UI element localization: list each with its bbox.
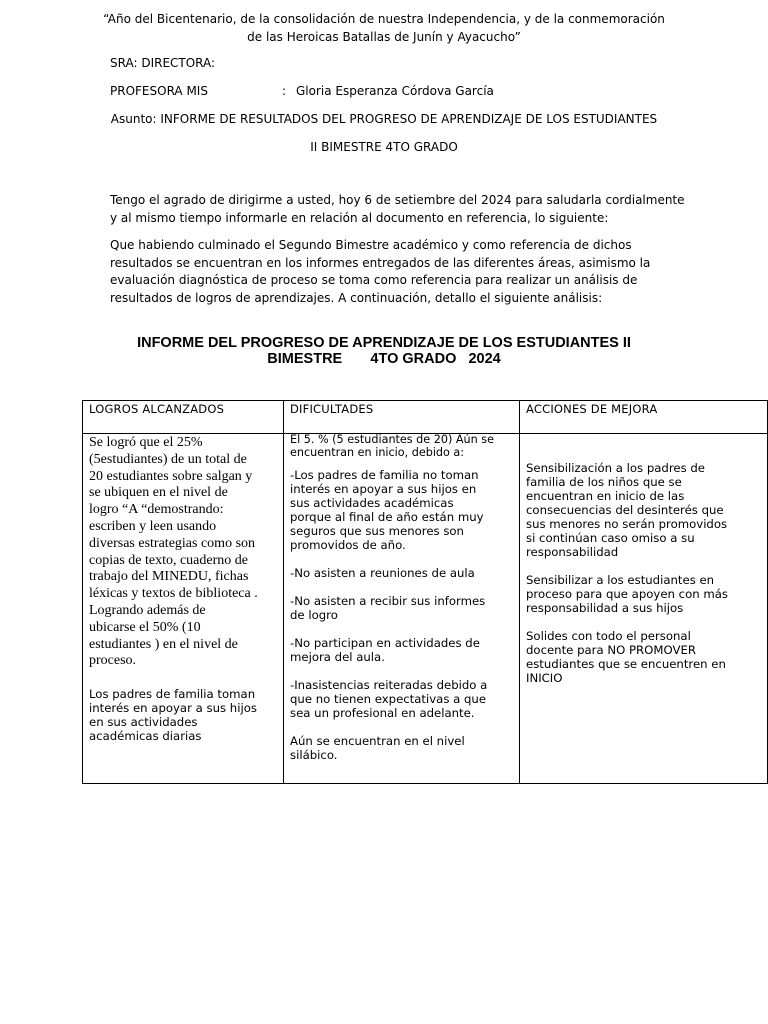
dificultades-item-3 (284, 594, 519, 622)
teacher-separator: : (282, 84, 287, 98)
text-line: Logrando además de (89, 602, 206, 618)
subject-line-1: Asunto: INFORME DE RESULTADOS DEL PROGRESO DE APRENDIZAJE DE LOS ESTUDIANTES (110, 112, 658, 126)
text-line: promovidos de año. (290, 538, 406, 552)
recipient-line: SRA: DIRECTORA: (110, 56, 216, 70)
text-line: Tengo el agrado de dirigirme a usted, hoy 6 de setiembre del 2024 para saludarla cordialmente (110, 193, 685, 207)
report-title-line-1: INFORME DEL PROGRESO DE APRENDIZAJE DE LOS ESTUDIANTES II (137, 335, 631, 351)
text-line: trabajo del MINEDU, fichas (89, 569, 249, 585)
text-line: ubicarse el 50% (10 (89, 619, 201, 635)
text-line: interés en apoyar a sus hijos en (290, 482, 477, 496)
text-line: interés en apoyar a sus hijos (89, 701, 257, 716)
dificultades-item-4 (284, 636, 519, 664)
text-line: consecuencias del desinterés que (526, 503, 724, 517)
text-line: responsabilidad a sus hijos (526, 601, 684, 615)
header-logros: LOGROS ALCANZADOS (83, 401, 284, 434)
text-line: escriben y leen usando (89, 518, 217, 534)
text-line: -Inasistencias reiteradas debido a (290, 678, 488, 692)
progress-table (82, 400, 768, 784)
text-line: resultados de logros de aprendizajes. A continuación, detallo el siguiente análisis: (110, 290, 603, 305)
text-line: porque al final de año están muy (290, 510, 484, 524)
text-line: -Los padres de familia no toman (290, 468, 479, 482)
text-line: Solides con todo el personal (526, 629, 691, 643)
text-line: encuentran en inicio de las (526, 489, 685, 503)
text-line: (5estudiantes) de un total de (89, 451, 247, 467)
context-paragraph (110, 237, 670, 307)
text-line: si continúan caso omiso a su (526, 531, 695, 545)
text-line: léxicas y textos de biblioteca . (89, 586, 258, 602)
table-header-row (83, 401, 768, 434)
text-line: Sensibilización a los padres de (526, 461, 705, 475)
text-line: se ubiquen en el nivel de (89, 485, 228, 501)
text-line: estudiantes que se encuentren en (526, 657, 726, 671)
header-acciones: ACCIONES DE MEJORA (520, 401, 768, 434)
text-line: El 5. % (5 estudiantes de 20) Aún se (290, 433, 494, 446)
text-line: y al mismo tiempo informarle en relación al documento en referencia, lo siguiente: (110, 210, 609, 225)
text-line: encuentran en inicio, debido a: (290, 445, 465, 459)
text-line: Se logró que el 25% (89, 435, 203, 450)
text-line: sus menores no serán promovidos (526, 517, 728, 531)
text-line: sus actividades académicas (290, 496, 454, 510)
text-line: mejora del aula. (290, 650, 385, 664)
text-line: Los padres de familia toman (89, 687, 256, 702)
logros-achievement-text (83, 434, 283, 670)
text-line: docente para NO PROMOVER (526, 643, 696, 657)
text-line: Aún se encuentran en el nivel (290, 734, 465, 748)
text-line: Sensibilizar a los estudiantes en (526, 573, 715, 587)
table-row (83, 434, 768, 784)
text-line: estudiantes ) en el nivel de (89, 636, 238, 652)
cell-acciones (520, 434, 768, 784)
acciones-item-3 (520, 629, 767, 685)
dificultades-item-6 (284, 734, 519, 762)
text-line: responsabilidad (526, 545, 619, 559)
teacher-label: PROFESORA MIS (110, 84, 208, 98)
text-line: INICIO (526, 671, 563, 685)
text-line: evaluación diagnóstica de proceso se toma como referencia para realizar un análisis de (110, 273, 638, 287)
dificultades-item-5 (284, 678, 519, 720)
text-line: de logro (290, 608, 338, 622)
cell-logros (83, 434, 284, 784)
text-line: seguros que sus menores son (290, 524, 464, 538)
teacher-name: Gloria Esperanza Córdova García (296, 84, 494, 98)
text-line: -No participan en actividades de (290, 636, 480, 650)
dificultades-intro (284, 434, 519, 459)
text-line: sea un profesional en adelante. (290, 706, 475, 720)
text-line: 20 estudiantes sobre salgan y (89, 468, 253, 484)
text-line: -No asisten a reuniones de aula (290, 566, 475, 580)
text-line: logro “A “demostrando: (89, 502, 224, 518)
text-line: -No asisten a recibir sus informes (290, 594, 486, 608)
intro-paragraph (110, 192, 685, 227)
subject-line-2: II BIMESTRE 4TO GRADO (310, 140, 458, 154)
text-line: académicas diarias (89, 729, 202, 744)
dificultades-item-1 (284, 468, 519, 552)
acciones-item-1 (520, 461, 767, 559)
dificultades-item-2 (284, 566, 519, 580)
motto-line-1: “Año del Bicentenario, de la consolidación de nuestra Independencia, y de la conmemoración (103, 12, 665, 26)
logros-parents-text (83, 687, 283, 743)
acciones-item-2 (520, 573, 767, 615)
text-line: proceso. (89, 653, 137, 669)
text-line: Que habiendo culminado el Segundo Bimestre académico y como referencia de dichos (110, 238, 632, 252)
header-dificultades: DIFICULTADES (284, 401, 520, 434)
text-line: familia de los niños que se (526, 475, 682, 489)
text-line: silábico. (290, 748, 338, 762)
text-line: resultados se encuentran en los informes entregados de las diferentes áreas, asimismo la (110, 255, 651, 270)
text-line: copias de texto, cuaderno de (89, 552, 248, 568)
report-title (100, 335, 668, 367)
text-line: proceso para que apoyen con más (526, 587, 728, 601)
text-line: diversas estrategias como son (89, 535, 256, 551)
motto-line-2: de las Heroicas Batallas de Junín y Ayacucho” (247, 30, 521, 44)
text-line: en sus actividades (89, 715, 198, 730)
report-title-line-2: BIMESTRE 4TO GRADO 2024 (267, 351, 501, 367)
cell-dificultades (284, 434, 520, 784)
text-line: que no tienen expectativas a que (290, 692, 487, 706)
